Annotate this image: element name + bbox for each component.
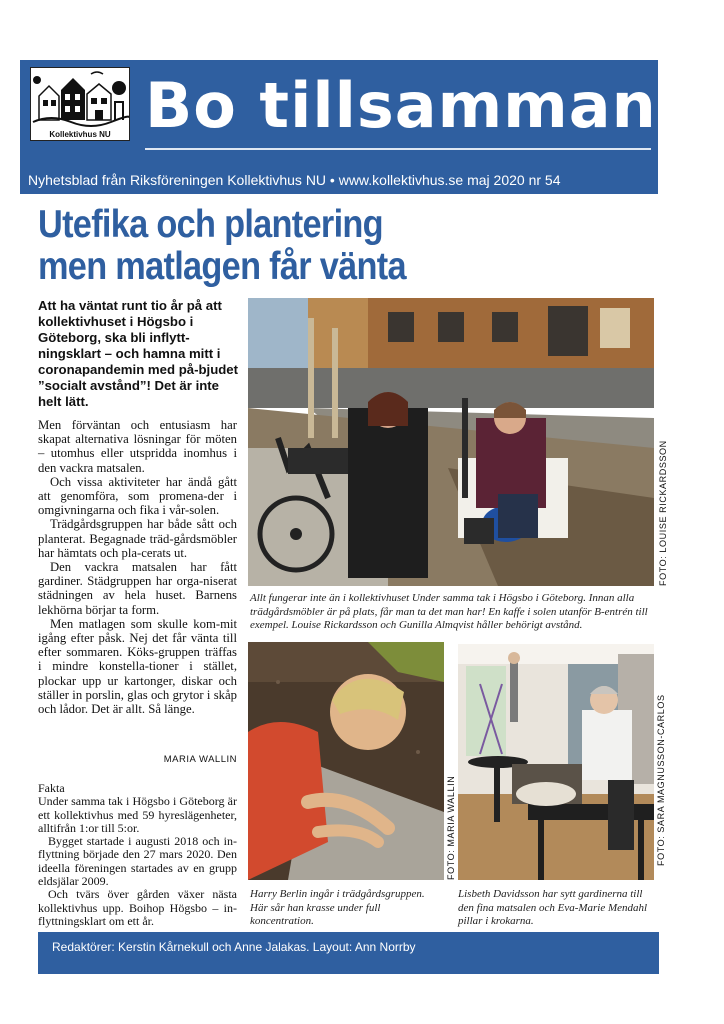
- photo-caption: Lisbeth Davidsson har sytt gardinerna till den fina matsalen och Eva-Marie Mendahl pillar i krokarna.: [458, 888, 648, 927]
- body-paragraph: Men förväntan och entusiasm har skapat alternativa lösningar för möten – utomhus eller utspridda inomhus i den vackra matsalen.: [38, 418, 237, 475]
- article-headline: [38, 204, 566, 288]
- body-paragraph: Den vackra matsalen har fått gardiner. Städgruppen har orga-niserat städningen av hela huset. Barnens lekhörna börjar ta form.: [38, 560, 237, 617]
- photo-credit: FOTO: SARA MAGNUSSON-CARLOS: [656, 694, 666, 866]
- footer-credits: Redaktörer: Kerstin Kårnekull och Anne Jalakas. Layout: Ann Norrby: [52, 940, 416, 954]
- photo-dining-room: [458, 644, 654, 880]
- body-paragraph: Men matlagen som skulle kom-mit igång efter påsk. Nej det får vänta till efter sommaren. Köks-gruppen träffas i mindre konstella-tioner i stället, plockar upp ur kartonger, diskar och ställer in porslin, glas och grytor i skåp och lådor. Det är allt. Så länge.: [38, 616, 237, 717]
- newsletter-title: Bo tillsammans: [145, 69, 695, 142]
- photo-outdoor-coffee: [248, 298, 654, 586]
- body-paragraph: Trädgårdsgruppen har både sått och planterat. Begagnade träd-gårdsmöbler har hämtats och pla-cerats ut.: [38, 517, 237, 560]
- logo-houses-icon: [31, 68, 129, 128]
- headline-line-1: Utefika och plantering: [38, 203, 383, 246]
- photo-caption: Harry Berlin ingår i trädgårdsgruppen. Här sår han krasse under full koncentration.: [250, 888, 425, 927]
- fakta-heading: Fakta: [38, 781, 65, 795]
- body-paragraph: Och vissa aktiviteter har ändå gått att genomföra, som promena-der i omgivningarna och fika i vår-solen.: [38, 474, 237, 518]
- kollektivhus-logo: [30, 67, 130, 141]
- newsletter-subtitle: Nyhetsblad från Riksföreningen Kollektivhus NU • www.kollektivhus.se maj 2020 nr 54: [28, 172, 561, 188]
- photo-credit: FOTO: LOUISE RICKARDSSON: [658, 440, 668, 586]
- masthead-divider: [145, 148, 651, 150]
- fakta-paragraph: Bygget startade i augusti 2018 och in-flyttning började den 27 mars 2020. Den ideella föreningen startades av en grupp eldsjälar 2009.: [38, 834, 237, 889]
- photo-caption: Allt fungerar inte än i kollektivhuset Under samma tak i Högsbo i Göteborg. Innan alla trädgårdsmöbler är på plats, får man ta det man har! En kaffe i solen utanför B-entrén till exempel. Louise Rickardsson och Gunilla Almqvist håller behörigt avstånd.: [250, 592, 648, 631]
- article-lead: Att ha väntat runt tio år på att kollektivhuset i Högsbo i Göteborg, ska bli inflytt-ningsklart – och hamna mitt i coronapandemin med på-bjudet ”socialt avstånd”! Det är inte helt lätt.: [38, 298, 239, 409]
- fakta-paragraph: Under samma tak i Högsbo i Göteborg är ett kollektivhus med 59 hyreslägenheter, alltifrån 1:or till 5:or.: [38, 794, 237, 835]
- article-body: [38, 418, 237, 716]
- article-byline: MARIA WALLIN: [163, 754, 237, 765]
- photo-boy-sowing: [248, 642, 444, 880]
- headline-line-2: men matlagen får vänta: [38, 245, 406, 288]
- logo-text: Kollektivhus NU: [49, 130, 111, 139]
- fakta-box: [38, 782, 237, 928]
- photo-credit: FOTO: MARIA WALLIN: [446, 775, 456, 880]
- fakta-paragraph: Och tvärs över gården växer nästa kollektivhus upp. Boihop Högsbo – in-flyttningsklart om ett år.: [38, 887, 237, 928]
